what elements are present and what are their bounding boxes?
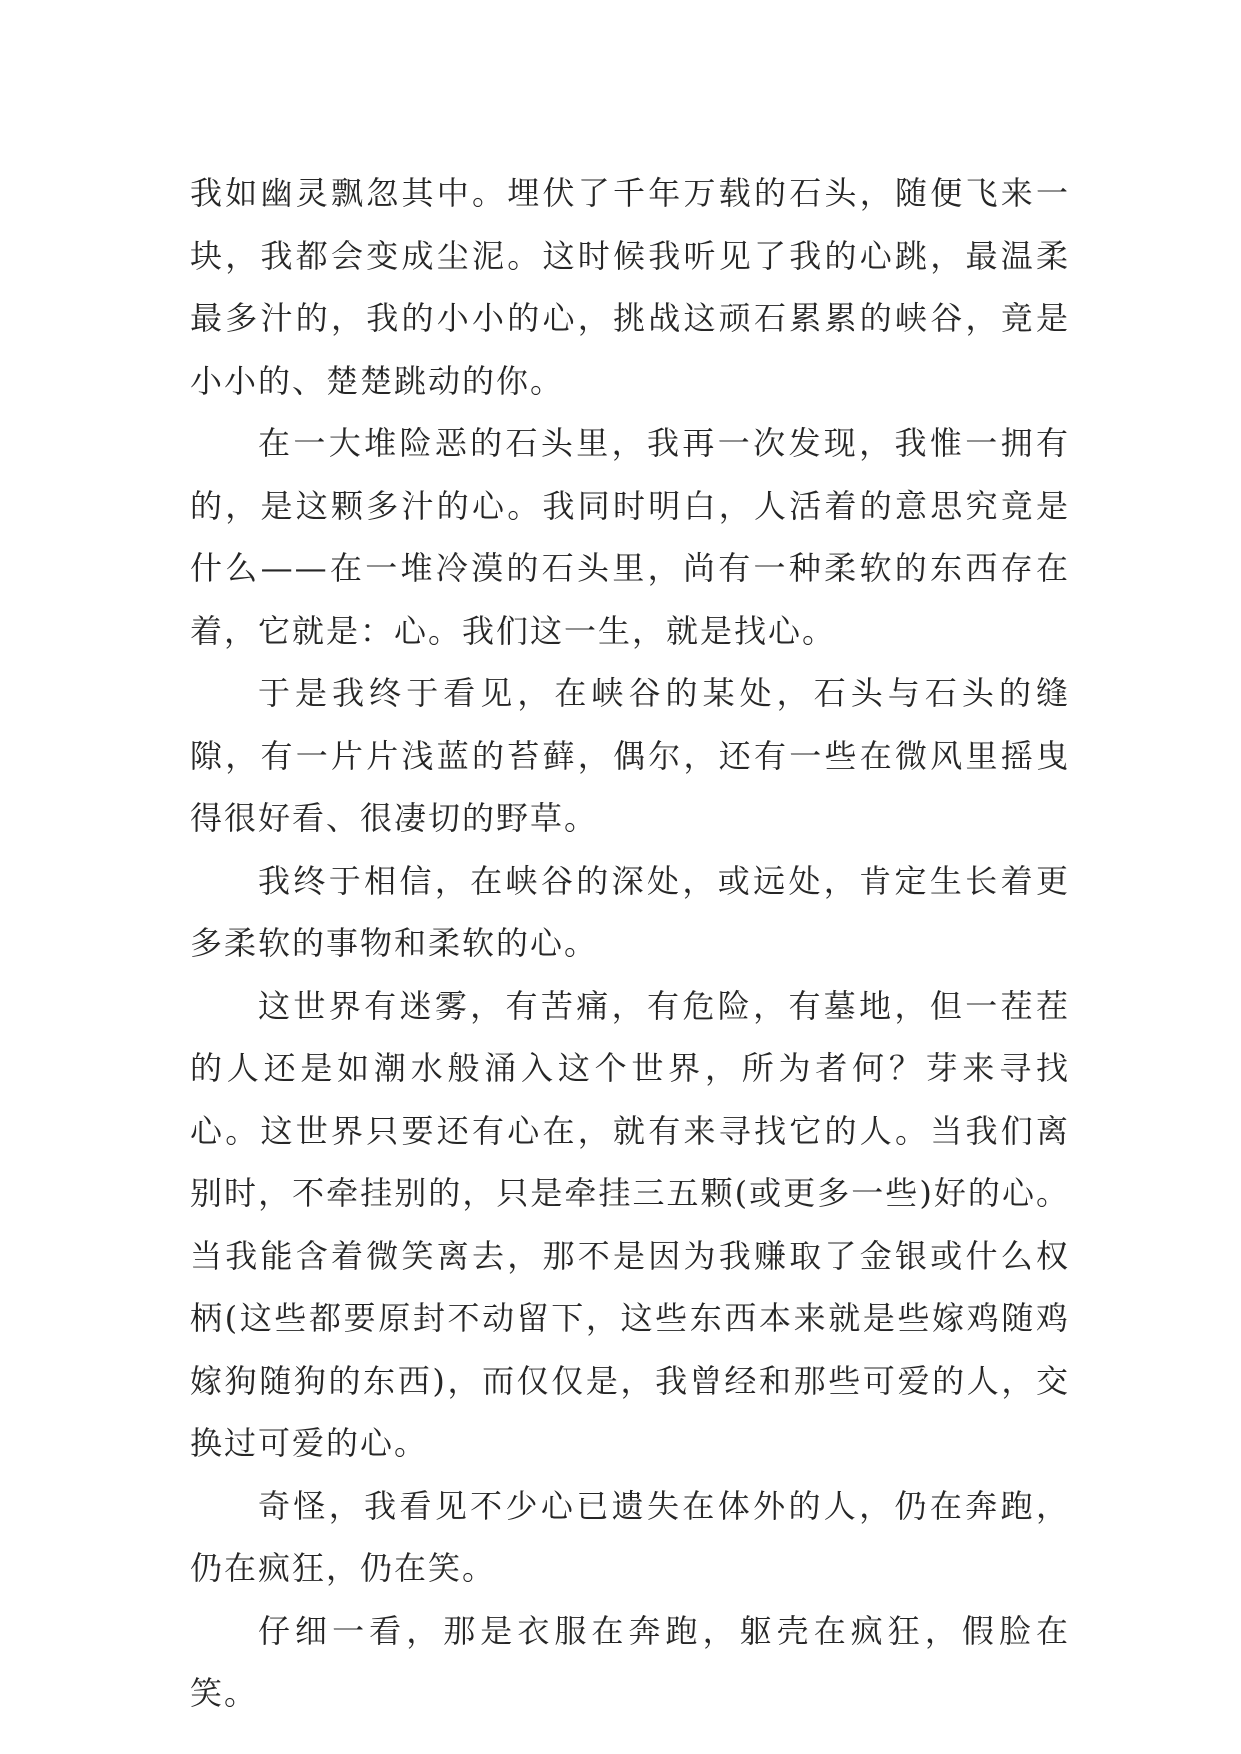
- paragraph-5: 这世界有迷雾，有苦痛，有危险，有墓地，但一茬茬的人还是如潮水般涌入这个世界，所为者何？芽来寻找心。这世界只要还有心在，就有来寻找它的人。当我们离别时，不牵挂别的，只是牵挂三五颗(或更多一些)好的心。当我能含着微笑离去，那不是因为我赚取了金银或什么权柄(这些都要原封不动留下，这些东西本来就是些嫁鸡随鸡嫁狗随狗的东西)，而仅仅是，我曾经和那些可爱的人，交换过可爱的心。: [190, 986, 1070, 1462]
- paragraph-1: 我如幽灵飘忽其中。埋伏了千年万载的石头，随便飞来一块，我都会变成尘泥。这时候我听见了我的心跳，最温柔最多汁的，我的小小的心，挑战这顽石累累的峡谷，竟是小小的、楚楚跳动的你。: [190, 174, 1070, 400]
- paragraph-4: 我终于相信，在峡谷的深处，或远处，肯定生长着更多柔软的事物和柔软的心。: [190, 861, 1070, 962]
- document-body: [190, 162, 1070, 1725]
- paragraph-7: 仔细一看，那是衣服在奔跑，躯壳在疯狂，假脸在笑。: [190, 1611, 1070, 1712]
- paragraph-2: 在一大堆险恶的石头里，我再一次发现，我惟一拥有的，是这颗多汁的心。我同时明白，人活着的意思究竟是什么——在一堆冷漠的石头里，尚有一种柔软的东西存在着，它就是：心。我们这一生，就是找心。: [190, 424, 1070, 650]
- paragraph-6: 奇怪，我看见不少心已遗失在体外的人，仍在奔跑，仍在疯狂，仍在笑。: [190, 1486, 1070, 1587]
- paragraph-3: 于是我终于看见，在峡谷的某处，石头与石头的缝隙，有一片片浅蓝的苔藓，偶尔，还有一些在微风里摇曳得很好看、很凄切的野草。: [190, 674, 1070, 837]
